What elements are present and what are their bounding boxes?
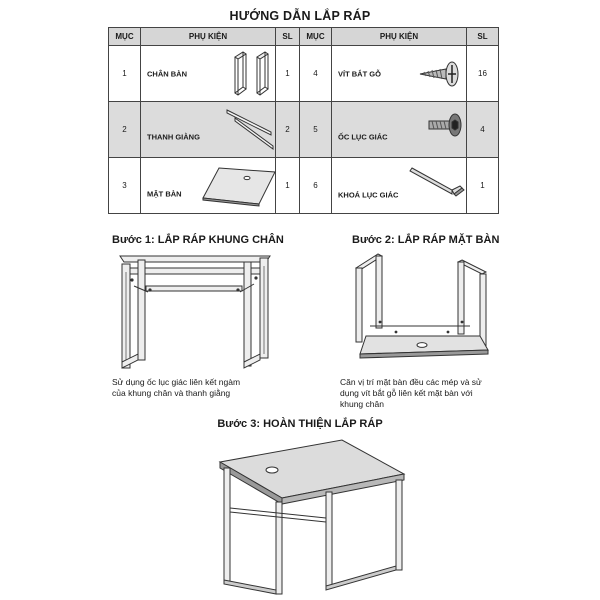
caption-line: Sử dụng ốc lục giác liên kết ngàm [112,377,241,387]
item-number: 6 [300,158,332,214]
part-name: CHÂN BÀN [147,69,187,78]
header-accessory: PHỤ KIỆN [332,28,467,46]
quantity: 16 [467,46,499,102]
step-2-caption [340,377,482,410]
item-number: 2 [109,102,141,158]
step-3-title: Bước 3: HOÀN THIỆN LẮP RÁP [217,418,383,430]
part-cell [332,46,467,102]
header-qty: SL [467,28,499,46]
part-cell [141,158,276,214]
table-leg-icon [229,49,275,99]
page-title: HƯỚNG DẪN LẮP RÁP [229,9,371,23]
brace-bar-icon [221,104,277,154]
table-row [109,46,499,102]
part-name: THANH GIẰNG [147,132,200,142]
header-qty: SL [276,28,300,46]
item-number: 4 [300,46,332,102]
part-cell [141,46,276,102]
table-row [109,102,499,158]
part-name: MẶT BÀN [147,189,182,199]
caption-line: dụng vít bắt gỗ liên kết mặt bàn với [340,388,473,398]
caption-line: của khung chân và thanh giằng [112,388,231,398]
wood-screw-icon [416,56,464,92]
header-item: MỤC [109,28,141,46]
step-1-caption [112,377,240,399]
quantity: 1 [276,158,300,214]
quantity: 1 [276,46,300,102]
part-name: ỐC LỤC GIÁC [338,132,388,142]
step-2-title: Bước 2: LẮP RÁP MẶT BÀN [352,234,500,246]
header-item: MỤC [300,28,332,46]
step-3-finished-table-illustration [210,436,410,596]
part-cell [332,158,467,214]
hex-key-icon [408,164,468,204]
step-1-title: Bước 1: LẮP RÁP KHUNG CHÂN [112,234,284,246]
table-header-row [109,28,499,46]
quantity: 1 [467,158,499,214]
quantity: 4 [467,102,499,158]
caption-line: Căn vị trí mặt bàn đều các mép và sử [340,377,482,387]
part-cell [332,102,467,158]
part-name: KHOÁ LỤC GIÁC [338,190,399,200]
item-number: 1 [109,46,141,102]
quantity: 2 [276,102,300,158]
part-cell [141,102,276,158]
step-1-frame-illustration [104,250,284,376]
table-row [109,158,499,214]
caption-line: khung chân [340,399,384,409]
tabletop-icon [201,164,277,208]
part-name: VÍT BẮT GỖ [338,69,381,78]
item-number: 3 [109,158,141,214]
header-accessory: PHỤ KIỆN [141,28,276,46]
item-number: 5 [300,102,332,158]
step-2-tabletop-illustration [340,250,500,376]
parts-table [108,27,499,214]
hex-bolt-icon [426,110,466,140]
